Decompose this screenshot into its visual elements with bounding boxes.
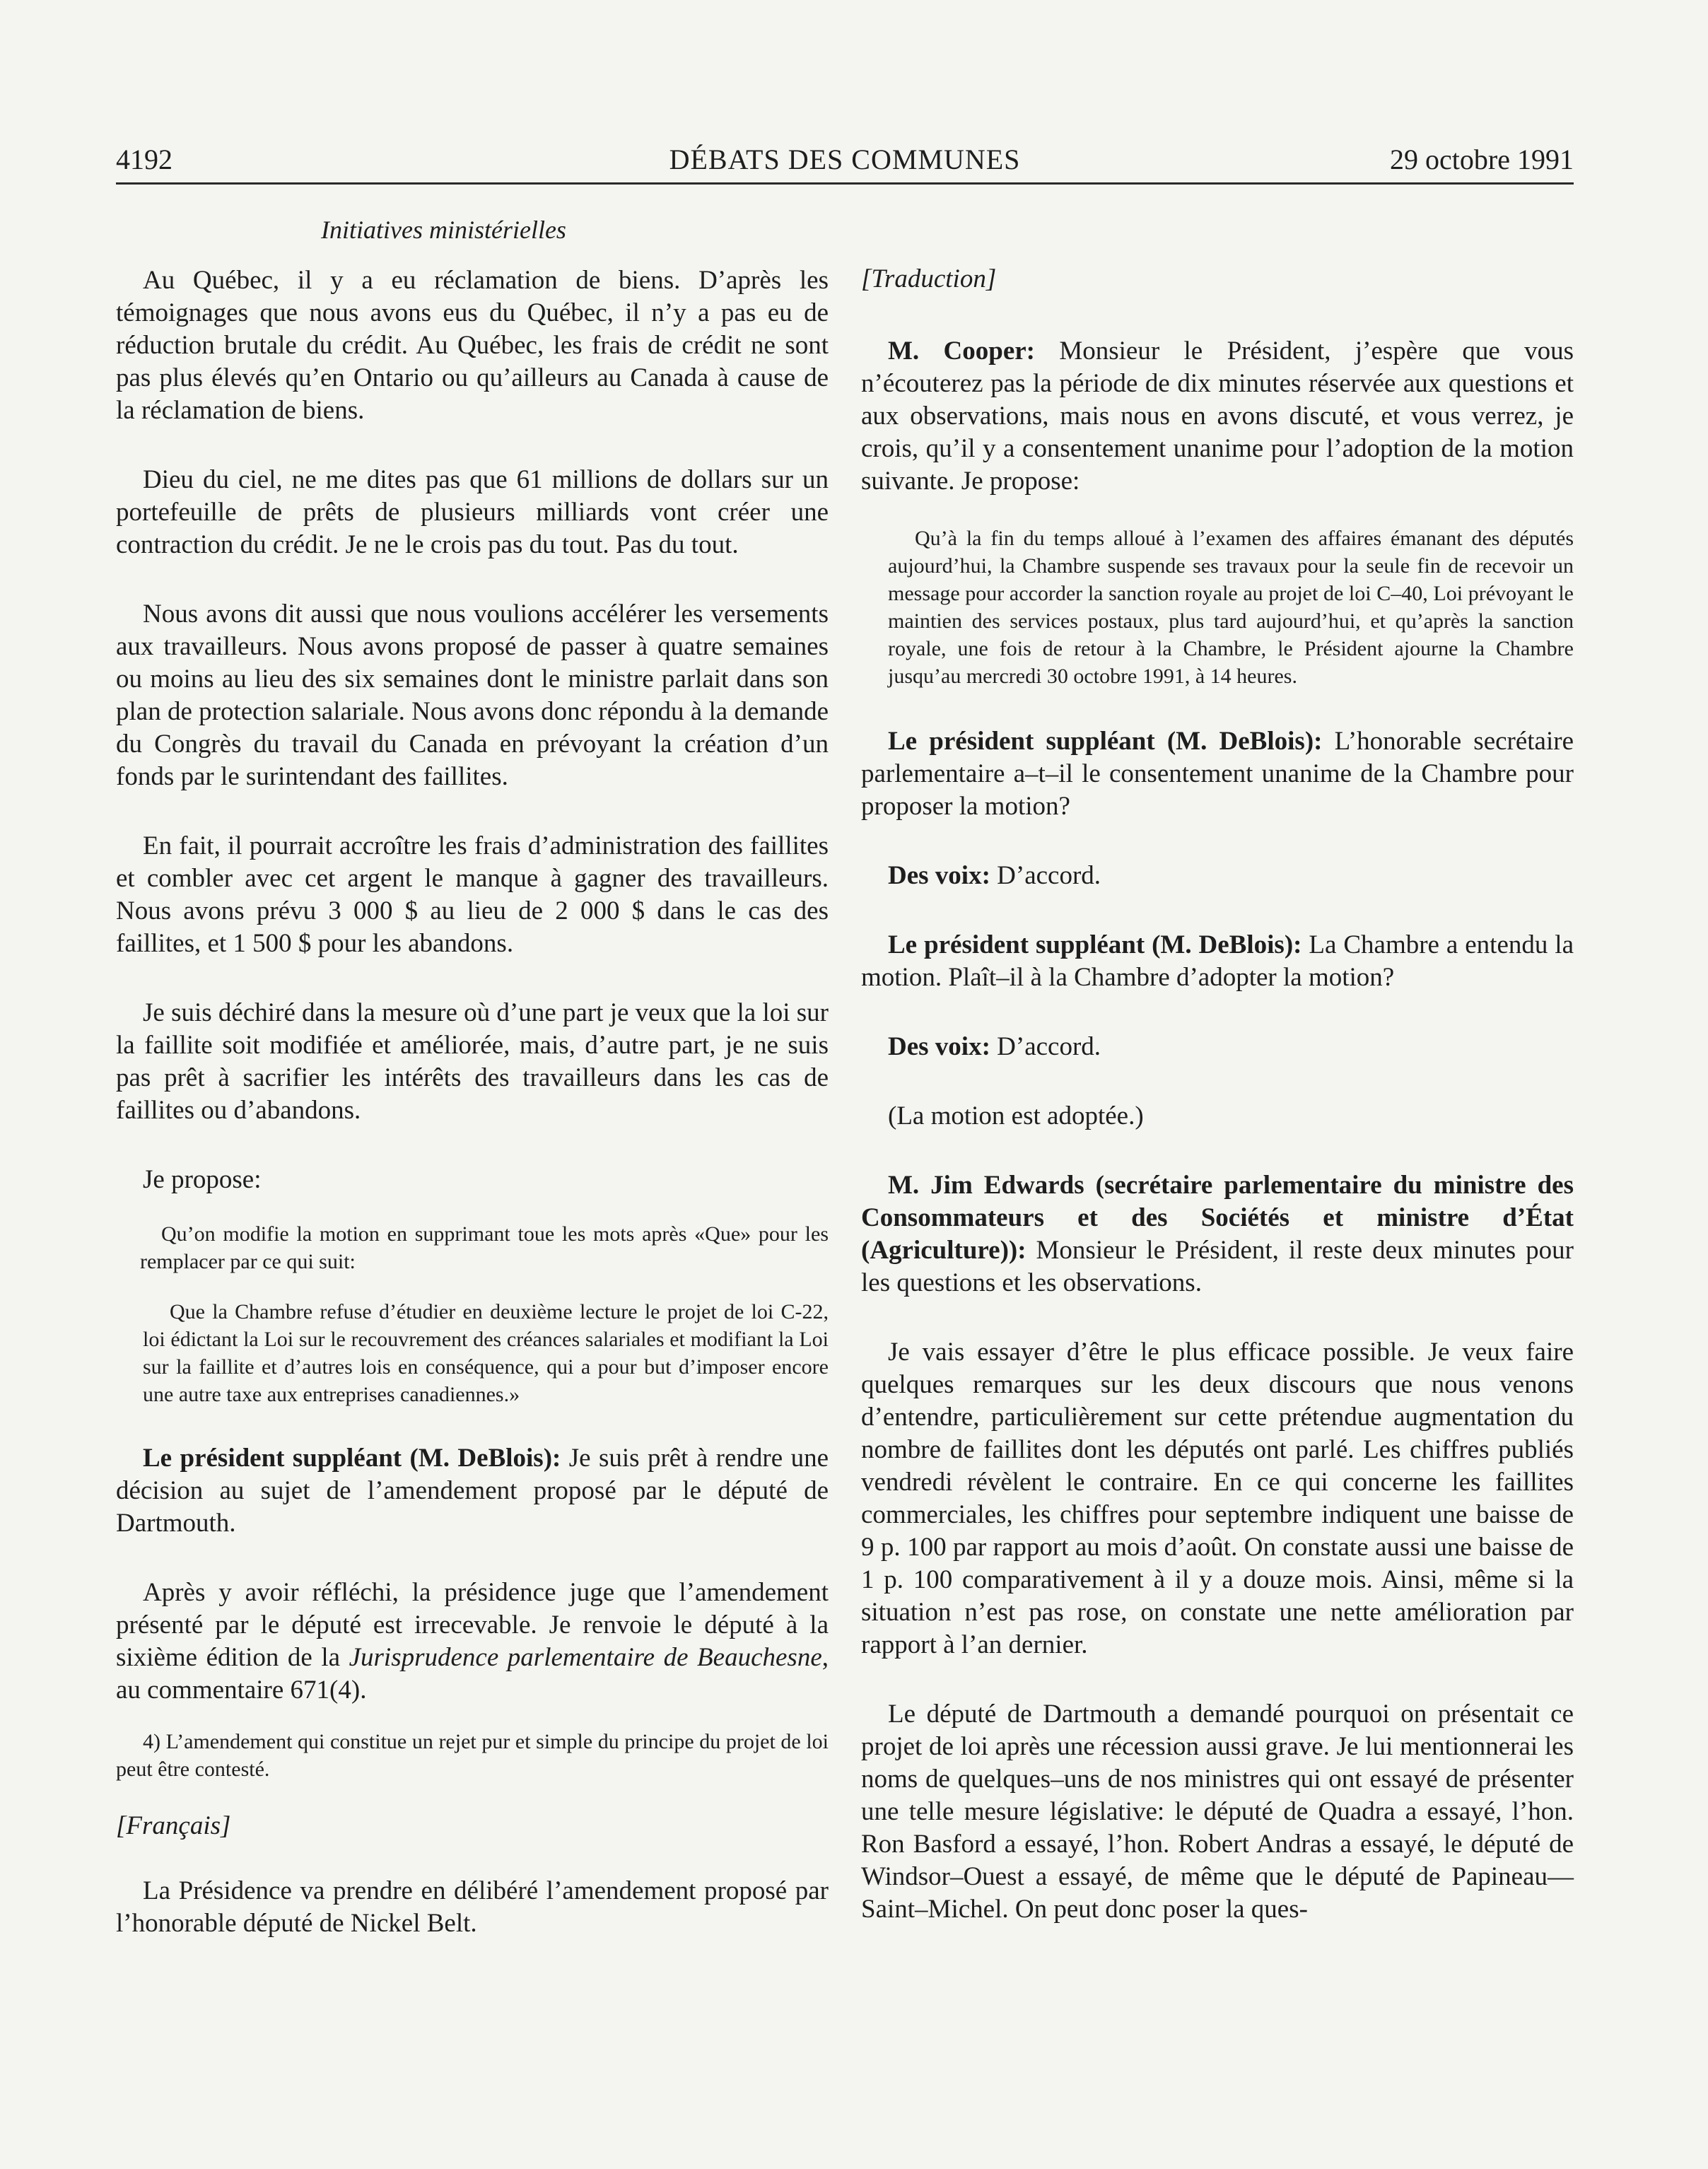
speech-text: La Chambre a entendu la motion. Plaît–il à la Chambre d’adopter la motion? xyxy=(861,930,1574,992)
quoted-amendment: Que la Chambre refuse d’étudier en deuxième lecture le projet de loi C-22, loi édictant la Loi sur le recouvrement des créances salariales et modifiant la Loi sur la faillite et d’autres lois en conséquence, qui a pour but d’imposer encore une autre taxe aux entreprises canadiennes.» xyxy=(143,1300,829,1406)
speaker-name: M. Jim Edwards (secrétaire parlementaire du ministre des Consommateurs et des Sociétés et ministre d’État (Agriculture)): xyxy=(861,1171,1574,1265)
speech-text: L’honorable secrétaire parlementaire a–t–il le consentement unanime de la Chambre pour proposer la motion? xyxy=(861,727,1574,821)
quoted-motion: Qu’à la fin du temps alloué à l’examen des affaires émanant des députés aujourd’hui, la Chambre suspende ses travaux pour la seule fin de recevoir un message pour accorder la sanction royale au projet de loi C–40, Loi prévoyant le maintien des services postaux, plus tard aujourd’hui, et qu’après la sanction royale, une fois de retour à la Chambre, le Président ajourne la Chambre jusqu’au mercredi 30 octobre 1991, à 14 heures. xyxy=(888,527,1574,688)
speech-paragraph xyxy=(861,1031,1574,1063)
speech-text: Monsieur le Président, il reste deux minutes pour les questions et les observations. xyxy=(861,1236,1574,1297)
language-marker: [Français] xyxy=(116,1811,231,1840)
speech-text: D’accord. xyxy=(990,1032,1101,1061)
speech-paragraph xyxy=(861,725,1574,823)
speaker-name: M. Cooper: xyxy=(888,337,1035,366)
speech-text: Monsieur le Président, j’espère que vous n’écouterez pas la période de dix minutes réservée aux questions et aux observations, mais nous en avons discuté, et vous verrez, je crois, qu’il y a consentement unanime pour l’adoption de la motion suivante. Je propose: xyxy=(861,337,1574,496)
paragraph-text: Après y avoir réfléchi, la présidence juge que l’amendement présenté par le député est irrecevable. Je renvoie le député à la sixième édition de la xyxy=(116,1578,829,1672)
speech-paragraph xyxy=(861,929,1574,994)
language-marker: [Traduction] xyxy=(861,264,997,293)
speech-text: D’accord. xyxy=(990,861,1101,890)
speaker-name: Des voix: xyxy=(888,1032,990,1061)
paragraph-text: , au commentaire 671(4). xyxy=(116,1643,829,1705)
section-heading: Initiatives ministérielles xyxy=(321,216,566,244)
paragraph: Nous avons dit aussi que nous voulions accélérer les versements aux travailleurs. Nous avons proposé de passer à quatre semaines ou moins au lieu des six semaines dont le ministre parlait dans son plan de protection salariale. Nous avons donc répondu à la demande du Congrès du travail du Canada en prévoyant la création d’un fonds par le surintendant des faillites. xyxy=(116,600,829,791)
motion-result: (La motion est adoptée.) xyxy=(888,1101,1144,1130)
cited-work-title: Jurisprudence parlementaire de Beauchesne xyxy=(349,1643,822,1672)
quoted-commentary: 4) L’amendement qui constitue un rejet pur et simple du principe du projet de loi peut être contesté. xyxy=(116,1730,829,1781)
speaker-name: Le président suppléant (M. DeBlois): xyxy=(888,930,1302,959)
speech-text: Je suis prêt à rendre une décision au sujet de l’amendement proposé par le député de Dartmouth. xyxy=(116,1444,829,1538)
speech-paragraph xyxy=(861,860,1574,892)
paragraph: Dieu du ciel, ne me dites pas que 61 millions de dollars sur un portefeuille de prêts de plusieurs milliards vont créer une contraction du crédit. Je ne le crois pas du tout. Pas du tout. xyxy=(116,465,829,559)
speech-paragraph xyxy=(861,335,1574,498)
paragraph: En fait, il pourrait accroître les frais d’administration des faillites et combler avec cet argent le manque à gagner des travailleurs. Nous avons prévu 3 000 $ au lieu de 2 000 $ dans le cas des faillites, et 1 500 $ pour les abandons. xyxy=(116,831,829,958)
paragraph xyxy=(116,1577,829,1707)
quoted-motion: Qu’on modifie la motion en supprimant toue les mots après «Que» pour les remplacer par ce qui suit: xyxy=(140,1222,829,1273)
paragraph: Le député de Dartmouth a demandé pourquoi on présentait ce projet de loi après une récession aussi grave. Je lui mentionnerai les noms de quelques–uns de nos ministres qui ont essayé de présenter une telle mesure législative: le député de Quadra a essayé, l’hon. Ron Basford a essayé, l’hon. Robert Andras a essayé, le député de Windsor–Ouest a essayé, de même que le député de Papineau—Saint–Michel. On peut donc poser la ques- xyxy=(861,1700,1574,1924)
speaker-name: Le président suppléant (M. DeBlois): xyxy=(143,1444,561,1473)
paragraph: Je vais essayer d’être le plus efficace possible. Je veux faire quelques remarques sur les deux discours que nous venons d’entendre, particulièrement sur cette prétendue augmentation du nombre de faillites dont les députés ont parlé. Les chiffres publiés vendredi révèlent le contraire. En ce qui concerne les faillites commerciales, les chiffres pour septembre indiquent une baisse de 9 p. 100 par rapport au mois d’août. On constate aussi une baisse de 1 p. 100 comparativement à il y a douze mois. Ainsi, même si la situation n’est pas rose, on constate une nette amélioration par rapport à l’an dernier. xyxy=(861,1338,1574,1659)
page-header xyxy=(116,139,1574,181)
paragraph: Je propose: xyxy=(143,1165,262,1194)
speaker-name: Des voix: xyxy=(888,861,990,890)
paragraph: Je suis déchiré dans la mesure où d’une part je veux que la loi sur la faillite soit modifiée et améliorée, mais, d’autre part, je ne suis pas prêt à sacrifier les intérêts des travailleurs dans les cas de faillites ou d’abandons. xyxy=(116,998,829,1125)
speaker-name: Le président suppléant (M. DeBlois): xyxy=(888,727,1323,756)
speech-paragraph xyxy=(116,1442,829,1540)
left-column xyxy=(116,212,829,1977)
page-date: 29 octobre 1991 xyxy=(1390,144,1574,175)
speech-paragraph xyxy=(861,1169,1574,1299)
publication-title: DÉBATS DES COMMUNES xyxy=(669,144,1021,175)
paragraph: Au Québec, il y a eu réclamation de biens. D’après les témoignages que nous avons eus du Québec, il n’y a pas eu de réduction brutale du crédit. Au Québec, les frais de crédit ne sont pas plus élevés qu’en Ontario ou qu’ailleurs au Canada à cause de la réclamation de biens. xyxy=(116,266,829,425)
right-column xyxy=(861,263,1574,1963)
header-rule xyxy=(116,182,1574,185)
page-number: 4192 xyxy=(116,144,172,175)
paragraph: La Présidence va prendre en délibéré l’amendement proposé par l’honorable député de Nickel Belt. xyxy=(116,1876,829,1938)
